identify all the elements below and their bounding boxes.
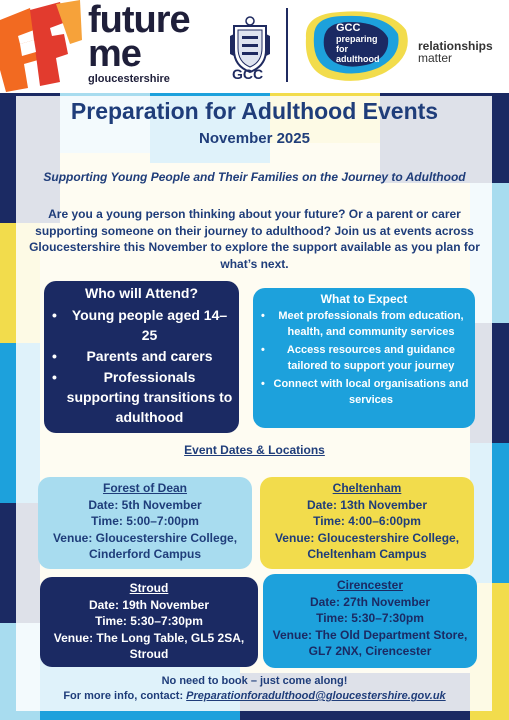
attend-item: • Young people aged 14–25 [44,305,239,345]
futureme-line1: future [88,0,190,41]
event-card-forest-of-dean [38,477,252,569]
expect-heading: What to Expect [320,292,408,306]
header [0,0,509,93]
contact-prefix: For more info, contact: [63,690,187,702]
badge-line: GCC [336,22,361,34]
event-card-stroud [40,577,258,667]
expect-item: • Connect with local organisations and services [253,376,475,408]
expect-item: • Access resources and guidance tailored to support your journey [253,342,475,374]
event-dates-heading: Event Dates & Locations [184,443,325,457]
event-venue: Venue: Gloucestershire College, Cheltenham Campus [274,530,460,561]
attend-item: • Professionals supporting transitions to adulthood [44,367,239,427]
relationships-line2: matter [418,51,453,65]
badge-text [336,22,380,64]
event-name: Cheltenham [332,481,402,495]
header-divider [286,8,288,82]
expect-list [253,308,475,408]
badge-line: adulthood [336,54,380,64]
event-card-cirencester [263,574,477,668]
attend-list [44,305,239,427]
event-date: Date: 27th November [309,594,431,609]
event-time: Time: 4:00–6:00pm [313,514,421,528]
attend-item: • Parents and carers [44,346,239,366]
event-time: Time: 5:00–7:00pm [91,514,199,528]
intro-text: Are you a young person thinking about your future? Or a parent or carer supporting someone on their journey to adulthood? Join us at events across Gloucestershire this November to explore the support available as you plan for what’s next. [29,207,480,271]
page-title: Preparation for Adulthood Events [70,98,439,124]
no-booking-note: No need to book – just come along! [161,675,348,687]
relationships-matter-logo [418,40,493,64]
page-subtitle: Supporting Young People and Their Families on the Journey to Adulthood [43,170,466,184]
event-time: Time: 5:30–7:30pm [316,611,424,625]
event-date: Date: 5th November [88,497,202,512]
badge-line: preparing [336,34,378,44]
future-me-wordmark [88,2,190,86]
what-to-expect-box [253,288,475,428]
event-name: Stroud [129,581,169,595]
event-venue: Venue: Gloucestershire College, Cinderford Campus [52,530,238,561]
futureme-line3: gloucestershire [88,73,170,85]
event-name: Forest of Dean [102,481,187,495]
event-name: Cirencester [336,578,404,592]
futureme-line2: me [88,33,141,75]
event-time: Time: 5:30–7:30pm [95,614,203,628]
relationships-line1: relationships [418,39,493,53]
badge-line: for [336,44,348,54]
expect-item: • Meet professionals from education, health, and community services [253,308,475,340]
contact-line [0,690,509,702]
contact-email-link[interactable]: Preparationforadulthood@gloucestershire.gov.uk [186,690,446,702]
event-date: Date: 19th November [88,597,210,612]
event-card-cheltenham [260,477,474,569]
attend-heading: Who will Attend? [84,285,198,301]
event-date: Date: 13th November [306,497,428,512]
gcc-label: GCC [232,66,264,82]
page-month: November 2025 [199,130,310,147]
event-venue: Venue: The Long Table, GL5 2SA, Stroud [53,630,245,661]
who-will-attend-box [44,281,239,433]
future-me-logo-icon [0,0,82,93]
event-venue: Venue: The Old Department Store, GL7 2NX, Cirencester [272,627,468,658]
